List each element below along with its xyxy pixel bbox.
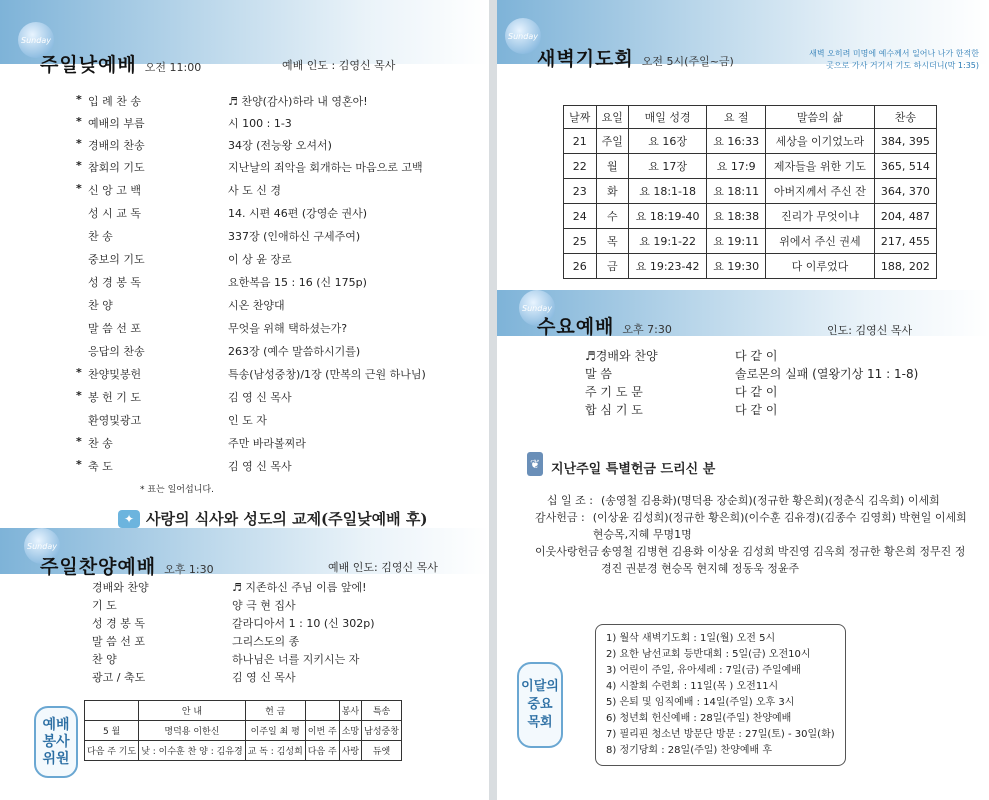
left-page	[0, 0, 489, 800]
standing-marker	[76, 297, 88, 313]
table-row	[85, 701, 402, 721]
table-cell: 384, 395	[874, 129, 936, 154]
order-item	[76, 366, 426, 382]
table-header: 말씀의 삶	[766, 106, 875, 129]
table-header: 헌 금	[245, 701, 305, 721]
right-page	[497, 0, 989, 800]
order-label: 찬 양	[92, 653, 117, 666]
dawn-time: 오전 5시(주일~금)	[641, 55, 734, 68]
event-item: 1) 월삭 새벽기도회 : 1일(월) 오전 5시	[606, 633, 776, 644]
events-box	[595, 624, 846, 766]
order-item	[76, 205, 367, 221]
event-item: 5) 은퇴 및 임직예배 : 14일(주일) 오후 3시	[606, 697, 795, 708]
standing-marker: *	[76, 435, 82, 448]
table-cell: 다음 주	[305, 741, 339, 761]
order-value: 하나님은 너를 지키시는 자	[232, 653, 360, 666]
order-item	[76, 182, 281, 198]
table-cell	[85, 701, 139, 721]
table-cell: 낮 : 이수훈 찬 양 : 김유경	[139, 741, 245, 761]
order-value: 그리스도의 종	[232, 635, 300, 648]
standing-marker	[76, 412, 88, 428]
standing-marker	[76, 251, 88, 267]
scripture-verse	[809, 48, 979, 72]
order-label: 말 씀 선 포	[88, 322, 141, 335]
table-cell: 요 18:38	[707, 204, 766, 229]
order-value: 솔로몬의 실패 (열왕기상 11 : 1-8)	[735, 367, 919, 381]
order-item	[76, 389, 292, 405]
sunday-am-time: 오전 11:00	[144, 61, 202, 74]
table-cell: 사랑	[339, 741, 361, 761]
order-label: 예배의 부름	[88, 117, 145, 130]
table-cell: 217, 455	[874, 229, 936, 254]
order-label: 찬 송	[88, 437, 113, 450]
section-badge: Sunday	[519, 290, 555, 326]
table-cell: 요 18:1-18	[629, 179, 707, 204]
table-cell: 제자들을 위한 기도	[766, 154, 875, 179]
order-label: 경배와 찬양	[92, 581, 149, 594]
table-cell: 25	[564, 229, 597, 254]
order-label: 기 도	[92, 599, 117, 612]
volunteers-label: 예배 봉사 위원	[34, 706, 78, 778]
table-cell: 듀엣	[362, 741, 402, 761]
table-cell: 5 월	[85, 721, 139, 741]
table-cell: 이번 주	[305, 721, 339, 741]
table-cell: 화	[596, 179, 629, 204]
order-label: 참회의 기도	[88, 161, 145, 174]
table-cell: 요 19:23-42	[629, 254, 707, 279]
table-cell: 목	[596, 229, 629, 254]
order-item	[76, 320, 347, 336]
order-label: 환영및광고	[88, 414, 142, 427]
section-badge: Sunday	[505, 18, 541, 54]
order-value: ♬ 찬양(감사)하라 내 영혼아!	[228, 95, 368, 108]
order-value: 주만 바라볼찌라	[228, 437, 306, 450]
table-row	[564, 204, 937, 229]
order-value: 34장 (전능왕 오셔서)	[228, 139, 332, 152]
page-gutter	[489, 0, 497, 800]
order-item	[585, 365, 918, 382]
order-item	[76, 159, 423, 175]
order-value: 시온 찬양대	[228, 299, 285, 312]
order-value: 요한복음 15 : 16 (신 175p)	[228, 276, 367, 289]
sunday-am-header	[40, 50, 201, 77]
table-cell: 요 19:30	[707, 254, 766, 279]
order-value: 인 도 자	[228, 414, 267, 427]
event-item: 6) 청년회 헌신예배 : 28일(주일) 찬양예배	[606, 713, 792, 724]
table-row	[564, 154, 937, 179]
table-row	[564, 129, 937, 154]
order-item	[76, 343, 360, 359]
offering-label: 감사헌금 :	[535, 511, 585, 524]
table-row	[85, 741, 402, 761]
order-label: 신 앙 고 백	[88, 184, 141, 197]
order-label: 말 씀	[585, 367, 612, 381]
standing-marker: *	[76, 137, 82, 150]
table-cell: 소망	[339, 721, 361, 741]
order-item	[92, 579, 367, 595]
standing-marker	[76, 205, 88, 221]
order-item	[76, 435, 306, 451]
order-value: ♬ 지존하신 주님 이름 앞에!	[232, 581, 367, 594]
order-label: 봉 헌 기 도	[88, 391, 141, 404]
table-header: 매일 성경	[629, 106, 707, 129]
order-label: 성 경 봉 독	[88, 276, 141, 289]
order-label: 찬 양	[88, 299, 113, 312]
order-value: 다 같 이	[735, 403, 778, 417]
order-value: 갈라디아서 1 : 10 (신 302p)	[232, 617, 375, 630]
order-item	[76, 297, 285, 313]
order-item	[92, 669, 296, 685]
table-cell: 남성중창	[362, 721, 402, 741]
table-cell: 요 17장	[629, 154, 707, 179]
table-cell: 진리가 무엇이냐	[766, 204, 875, 229]
event-item: 2) 요한 남선교회 등반대회 : 5일(금) 오전10시	[606, 649, 811, 660]
event-item: 8) 정기당회 : 28일(주일) 찬양예배 후	[606, 745, 772, 756]
order-label: 경배의 찬송	[88, 139, 145, 152]
order-value: 김 영 신 목사	[228, 391, 292, 404]
order-item	[76, 251, 292, 267]
sunday-pm-time: 오후 1:30	[164, 563, 214, 576]
order-item	[585, 401, 777, 418]
standing-marker	[76, 320, 88, 336]
order-value: 시 100 : 1-3	[228, 117, 292, 130]
offering-names: (송영철 김용화)(명덕용 장순희)(정규한 황은희)(정춘식 김옥희) 이세희	[601, 494, 940, 507]
table-header: 찬송	[874, 106, 936, 129]
table-cell: 세상을 이기었노라	[766, 129, 875, 154]
section-badge: Sunday	[18, 22, 54, 58]
section-badge: Sunday	[24, 528, 60, 564]
offering-label: 이웃사랑헌금 :	[535, 545, 606, 558]
sunday-am-leader: 예배 인도 : 김영신 목사	[282, 59, 396, 72]
table-cell	[305, 701, 339, 721]
table-cell: 요 19:11	[707, 229, 766, 254]
table-cell: 204, 487	[874, 204, 936, 229]
table-header: 특송	[362, 701, 402, 721]
table-cell: 수	[596, 204, 629, 229]
table-row	[564, 254, 937, 279]
table-cell: 24	[564, 204, 597, 229]
table-cell: 주일	[596, 129, 629, 154]
order-label: 성 시 교 독	[88, 207, 141, 220]
order-item	[585, 347, 777, 364]
table-cell: 요 18:19-40	[629, 204, 707, 229]
standing-marker	[76, 274, 88, 290]
table-cell: 다 이루었다	[766, 254, 875, 279]
dove-icon: ✦	[118, 510, 140, 528]
offering-title: 지난주일 특별헌금 드리신 분	[551, 462, 716, 477]
table-cell: 23	[564, 179, 597, 204]
order-item	[76, 412, 267, 428]
standing-marker: *	[76, 182, 82, 195]
table-cell: 364, 370	[874, 179, 936, 204]
offering-group	[535, 543, 975, 577]
table-cell: 월	[596, 154, 629, 179]
table-cell: 다음 주 기도	[85, 741, 139, 761]
offering-label: 십 일 조 :	[546, 494, 593, 507]
table-cell: 21	[564, 129, 597, 154]
order-label: 광고 / 축도	[92, 671, 146, 684]
table-cell: 22	[564, 154, 597, 179]
order-item	[76, 115, 292, 131]
fellowship-banner: 사랑의 식사와 성도의 교제(주일낮예배 후)	[146, 510, 428, 528]
table-cell: 위에서 주신 권세	[766, 229, 875, 254]
order-item	[76, 137, 332, 153]
table-cell: 요 18:11	[707, 179, 766, 204]
table-cell: 교 독 : 김성희	[245, 741, 305, 761]
table-header-row	[564, 106, 937, 129]
order-value: 14. 시편 46편 (강영순 권사)	[228, 207, 368, 220]
standing-note: * 표는 일어섭니다.	[140, 485, 214, 495]
table-header: 날짜	[564, 106, 597, 129]
sunday-pm-header	[40, 552, 214, 579]
order-value: 특송(남성중창)/1장 (만복의 근원 하나님)	[228, 368, 426, 381]
table-cell: 금	[596, 254, 629, 279]
table-header: 요일	[596, 106, 629, 129]
order-item	[92, 651, 359, 667]
table-cell: 요 19:1-22	[629, 229, 707, 254]
table-row	[85, 721, 402, 741]
daily-bible-table	[563, 105, 937, 279]
order-label: 중보의 기도	[88, 253, 145, 266]
order-label: 주 기 도 문	[585, 385, 643, 399]
standing-marker: *	[76, 159, 82, 172]
table-row	[564, 179, 937, 204]
order-value: 김 영 신 목사	[232, 671, 296, 684]
table-header: 봉사	[339, 701, 361, 721]
order-value: 이 상 윤 장로	[228, 253, 292, 266]
dawn-title: 새벽기도회	[537, 48, 634, 70]
order-item	[585, 383, 777, 400]
grape-icon: ❦	[527, 452, 543, 476]
table-header: 안 내	[139, 701, 245, 721]
event-item: 4) 시찰회 수련회 : 11일(목 ) 오전11시	[606, 681, 779, 692]
order-label: 합 심 기 도	[585, 403, 643, 417]
volunteers-table	[84, 700, 402, 761]
table-cell: 188, 202	[874, 254, 936, 279]
order-value: 337장 (인애하신 구세주여)	[228, 230, 361, 243]
order-value: 다 같 이	[735, 385, 778, 399]
order-item	[92, 597, 296, 613]
standing-marker: *	[76, 458, 82, 471]
offering-group	[535, 492, 975, 509]
order-item	[92, 615, 375, 631]
verse-line: 새벽 오히려 미명에 예수께서 일어나 나가 한적한	[809, 49, 979, 58]
order-value: 김 영 신 목사	[228, 460, 292, 473]
order-label: 입 례 찬 송	[88, 95, 141, 108]
order-value: 263장 (예수 말씀하시기를)	[228, 345, 361, 358]
event-item: 3) 어린이 주일, 유아세례 : 7일(금) 주일예배	[606, 665, 801, 676]
sunday-pm-title: 주일찬양예배	[40, 556, 157, 578]
table-cell: 요 17:9	[707, 154, 766, 179]
wednesday-title: 수요예배	[537, 316, 615, 338]
standing-marker: *	[76, 93, 82, 106]
table-cell: 26	[564, 254, 597, 279]
wednesday-header	[537, 312, 672, 339]
order-label: 성 경 봉 독	[92, 617, 145, 630]
order-label: 응답의 찬송	[88, 345, 145, 358]
table-header: 요 절	[707, 106, 766, 129]
standing-marker: *	[76, 389, 82, 402]
table-cell: 이주일 최 평	[245, 721, 305, 741]
offering-group	[535, 509, 975, 543]
order-value: 다 같 이	[735, 349, 778, 363]
standing-marker: *	[76, 115, 82, 128]
order-item	[76, 93, 368, 109]
offering-names: 송영철 김병현 김용화 이상윤 김성희 박진영 김옥희 정규한 황은희 정무진 정경진 권분경 현승목 현지혜 정동욱 정윤주	[601, 545, 966, 575]
table-cell: 요 16장	[629, 129, 707, 154]
table-cell: 요 16:33	[707, 129, 766, 154]
order-item	[76, 274, 367, 290]
order-item	[76, 458, 292, 474]
order-label: ♬경배와 찬양	[585, 349, 658, 363]
standing-marker	[76, 228, 88, 244]
event-item: 7) 필리핀 청소년 방문단 방문 : 27일(토) - 30일(화)	[606, 729, 835, 740]
events-label: 이달의 중요 목회	[517, 662, 563, 748]
order-label: 찬 송	[88, 230, 113, 243]
offering-list	[535, 492, 975, 577]
order-label: 찬양및봉헌	[88, 368, 142, 381]
dawn-header	[537, 44, 734, 71]
order-item	[92, 633, 299, 649]
order-value: 지난날의 죄악을 회개하는 마음으로 고백	[228, 161, 423, 174]
order-value: 무엇을 위해 택하셨는가?	[228, 322, 348, 335]
order-label: 축 도	[88, 460, 113, 473]
wednesday-time: 오후 7:30	[622, 323, 672, 336]
table-cell: 아버지께서 주신 잔	[766, 179, 875, 204]
table-cell: 365, 514	[874, 154, 936, 179]
order-value: 양 극 현 집사	[232, 599, 296, 612]
table-cell: 명덕용 이한신	[139, 721, 245, 741]
sunday-am-title: 주일낮예배	[40, 54, 137, 76]
order-label: 말 씀 선 포	[92, 635, 145, 648]
table-row	[564, 229, 937, 254]
order-value: 사 도 신 경	[228, 184, 281, 197]
sunday-pm-leader: 예배 인도: 김영신 목사	[328, 561, 438, 574]
standing-marker: *	[76, 366, 82, 379]
offering-names: (이상윤 김성희)(정규한 황은희)(이수훈 김유경)(김종수 김영희) 박현일 이세희 현승목,지혜 무명1명	[592, 511, 967, 541]
verse-line: 곳으로 가사 거기서 기도 하시더니(막 1:35)	[826, 61, 979, 70]
standing-marker	[76, 343, 88, 359]
wednesday-leader: 인도: 김영신 목사	[827, 324, 913, 337]
order-item	[76, 228, 360, 244]
